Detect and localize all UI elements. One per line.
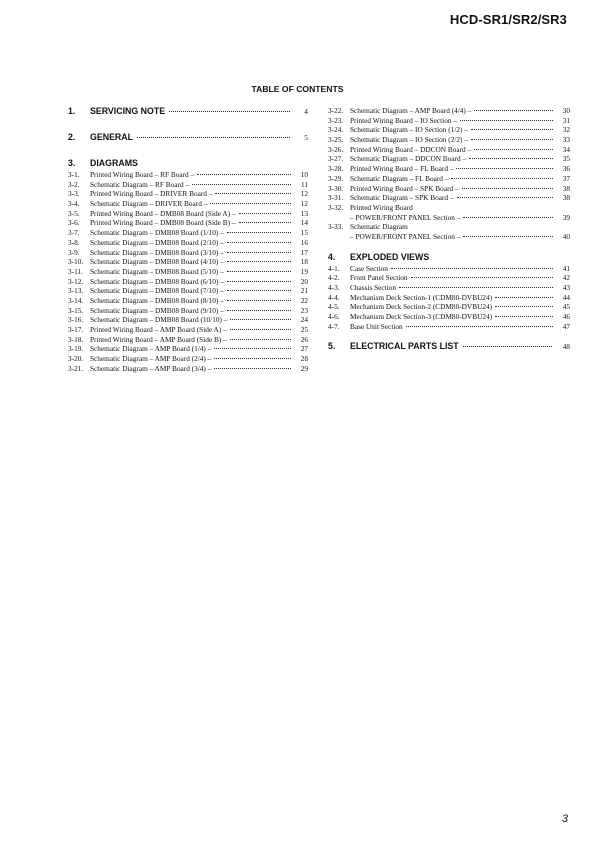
entry-number: 4-7. xyxy=(328,321,340,331)
entry-page: 25 xyxy=(300,325,308,334)
leader-dots xyxy=(230,319,291,320)
section-page: 4 xyxy=(304,107,308,116)
toc-section-diagrams[interactable] xyxy=(68,158,308,170)
leader-dots xyxy=(230,339,291,340)
entry-page: 12 xyxy=(300,199,308,209)
entry-title: Schematic Diagram xyxy=(350,222,408,232)
toc-left-column xyxy=(68,106,308,373)
entry-number: 3-24. xyxy=(328,125,344,135)
entry-number: 3-18. xyxy=(68,334,84,344)
toc-section-electrical-parts-list[interactable] xyxy=(328,341,570,353)
entry-title: Schematic Diagram – DMB08 Board (8/10) – xyxy=(90,295,224,305)
section-title: GENERAL xyxy=(90,132,134,142)
leader-dots xyxy=(471,129,553,130)
entry-number: 4-2. xyxy=(328,273,340,283)
leader-dots xyxy=(192,184,291,185)
entry-number: 4-3. xyxy=(328,283,340,292)
leader-dots xyxy=(460,120,553,121)
toc-entry[interactable] xyxy=(328,125,570,135)
entry-number: 3-2. xyxy=(68,179,80,189)
entry-number: 3-1. xyxy=(68,170,80,179)
entry-page: 10 xyxy=(300,170,308,179)
leader-dots xyxy=(399,287,553,288)
toc-entry[interactable] xyxy=(68,315,308,325)
entry-page: 46 xyxy=(562,312,570,322)
toc-entry[interactable] xyxy=(328,154,570,164)
leader-dots xyxy=(469,158,553,159)
section-title: EXPLODED VIEWS xyxy=(350,251,430,262)
entry-title: Printed Wiring Board – RF Board – xyxy=(90,170,195,179)
entry-number: 3-22. xyxy=(328,106,344,115)
entry-page: 47 xyxy=(562,321,570,331)
toc-entry[interactable] xyxy=(328,193,570,203)
entry-page: 23 xyxy=(300,305,308,315)
entry-number: 3-9. xyxy=(68,247,80,257)
toc-section-exploded-views[interactable] xyxy=(328,252,570,264)
toc-title: TABLE OF CONTENTS xyxy=(251,84,344,94)
entry-title: Case Section xyxy=(350,263,388,273)
leader-dots xyxy=(463,346,552,347)
entry-page: 27 xyxy=(300,344,308,354)
entry-number: 3-20. xyxy=(68,354,84,364)
toc-entry[interactable] xyxy=(68,296,308,306)
entry-title: – POWER/FRONT PANEL Section – xyxy=(350,231,461,241)
entry-title: Schematic Diagram – DMB08 Board (1/10) – xyxy=(90,228,224,238)
entry-page: 28 xyxy=(300,354,308,364)
entry-title: Schematic Diagram – AMP Board (3/4) – xyxy=(90,363,212,373)
leader-dots xyxy=(391,268,553,269)
entry-page: 34 xyxy=(562,144,570,154)
toc-entry[interactable] xyxy=(328,106,570,116)
entry-page: 35 xyxy=(562,154,570,164)
toc-entry[interactable] xyxy=(328,312,570,322)
leader-dots xyxy=(169,111,290,112)
toc-entry[interactable] xyxy=(68,209,308,219)
entry-title: Chassis Section xyxy=(350,283,397,292)
section-title: DIAGRAMS xyxy=(90,158,138,168)
entry-page: 14 xyxy=(300,218,308,228)
toc-entry[interactable] xyxy=(328,232,570,242)
toc-entry[interactable] xyxy=(68,238,308,248)
entry-title: Printed Wiring Board – DRIVER Board – xyxy=(90,189,213,199)
leader-dots xyxy=(227,252,291,253)
entry-page: 36 xyxy=(562,164,570,174)
leader-dots xyxy=(462,188,553,189)
entry-page: 39 xyxy=(562,212,570,222)
leader-dots xyxy=(239,222,292,223)
leader-dots xyxy=(239,213,292,214)
entry-title: Schematic Diagram – DDCON Board – xyxy=(350,154,467,164)
toc-entry[interactable] xyxy=(68,228,308,238)
leader-dots xyxy=(495,306,553,307)
entry-title: Schematic Diagram – DMB08 Board (9/10) – xyxy=(90,305,224,315)
toc-entry[interactable] xyxy=(328,322,570,332)
toc-entry[interactable] xyxy=(328,222,570,232)
toc-right-column xyxy=(328,106,570,353)
toc-entry[interactable] xyxy=(68,248,308,258)
entry-page: 24 xyxy=(300,315,308,325)
entry-number: 3-3. xyxy=(68,189,80,199)
leader-dots xyxy=(495,297,553,298)
toc-entry[interactable] xyxy=(328,273,570,283)
section-page: 48 xyxy=(562,342,570,352)
toc-entry[interactable] xyxy=(328,174,570,184)
entry-title: Mechanism Deck Section-1 (CDM80-DVBU24) xyxy=(350,292,493,302)
toc-entry[interactable] xyxy=(68,170,308,180)
toc-entry[interactable] xyxy=(68,354,308,364)
leader-dots xyxy=(197,174,291,175)
entry-page: 38 xyxy=(562,193,570,203)
entry-title: Printed Wiring Board – AMP Board (Side B) – xyxy=(90,334,227,344)
model-header: HCD-SR1/SR2/SR3 xyxy=(449,12,567,27)
leader-dots xyxy=(214,348,291,349)
entry-page: 33 xyxy=(562,135,570,145)
toc-entry[interactable] xyxy=(68,325,308,335)
entry-page: 26 xyxy=(300,334,308,344)
entry-number: 4-5. xyxy=(328,302,340,312)
toc-entry[interactable] xyxy=(328,264,570,274)
toc-entry[interactable] xyxy=(68,277,308,287)
entry-number: 3-11. xyxy=(68,266,83,276)
toc-entry[interactable] xyxy=(68,189,308,199)
entry-title: Base Unit Section xyxy=(350,321,403,331)
toc-entry[interactable] xyxy=(68,199,308,209)
leader-dots xyxy=(227,281,291,282)
entry-number: 3-21. xyxy=(68,363,84,373)
leader-dots xyxy=(451,178,553,179)
entry-page: 42 xyxy=(562,273,570,283)
entry-number: 3-14. xyxy=(68,295,84,305)
entry-title: Schematic Diagram – RF Board – xyxy=(90,179,190,189)
toc-entry[interactable] xyxy=(68,364,308,374)
entry-number: 3-16. xyxy=(68,315,84,325)
toc-entry[interactable] xyxy=(328,184,570,194)
entry-title: Printed Wiring Board – DMB08 Board (Side B) – xyxy=(90,218,236,228)
leader-dots xyxy=(227,261,291,262)
entry-title: Schematic Diagram – DMB08 Board (6/10) – xyxy=(90,276,224,286)
entry-page: 41 xyxy=(562,263,570,273)
section-number: 4. xyxy=(328,251,336,262)
entry-number: 3-12. xyxy=(68,276,84,286)
leader-dots xyxy=(214,368,291,369)
leader-dots xyxy=(227,300,291,301)
entry-page: 30 xyxy=(562,106,570,115)
entry-number: 3-4. xyxy=(68,199,80,209)
leader-dots xyxy=(474,149,553,150)
leader-dots xyxy=(463,236,553,237)
entry-title: Mechanism Deck Section-2 (CDM80-DVBU24) xyxy=(350,302,493,312)
entry-page: 43 xyxy=(562,283,570,292)
entry-number: 3-7. xyxy=(68,228,80,238)
entry-number: 3-32. xyxy=(328,202,344,212)
entry-title: Printed Wiring Board xyxy=(350,202,413,212)
section-number: 5. xyxy=(328,341,336,352)
entry-number: 3-17. xyxy=(68,325,84,334)
entry-title: Schematic Diagram – DMB08 Board (5/10) – xyxy=(90,266,224,276)
entry-page: 38 xyxy=(562,183,570,193)
entry-page: 37 xyxy=(562,173,570,183)
toc-entry[interactable] xyxy=(328,293,570,303)
section-number: 1. xyxy=(68,106,76,116)
entry-number: 3-28. xyxy=(328,164,344,174)
entry-title: Printed Wiring Board – DMB08 Board (Side A) – xyxy=(90,208,236,218)
entry-page: 19 xyxy=(300,266,308,276)
entry-title: Printed Wiring Board – IO Section – xyxy=(350,115,457,125)
entry-number: 3-10. xyxy=(68,257,84,267)
toc-entry[interactable] xyxy=(68,286,308,296)
entry-title: Schematic Diagram – IO Section (2/2) – xyxy=(350,135,468,145)
entry-number: 3-26. xyxy=(328,144,344,154)
entry-title: Schematic Diagram – DMB08 Board (10/10) – xyxy=(90,315,228,325)
entry-title: Schematic Diagram – FL Board – xyxy=(350,173,449,183)
entry-page: 44 xyxy=(562,292,570,302)
leader-dots xyxy=(230,329,291,330)
entry-number: 3-29. xyxy=(328,173,344,183)
entry-page: 45 xyxy=(562,302,570,312)
page-number: 3 xyxy=(561,813,568,825)
entry-title: Front Panel Section xyxy=(350,273,408,283)
toc-entry[interactable] xyxy=(68,180,308,190)
entry-page: 18 xyxy=(300,257,308,267)
leader-dots xyxy=(457,197,553,198)
entry-title: Printed Wiring Board – AMP Board (Side A) – xyxy=(90,325,227,334)
leader-dots xyxy=(474,110,553,111)
entry-title: Schematic Diagram – DRIVER Board – xyxy=(90,199,208,209)
toc-entry[interactable] xyxy=(328,116,570,126)
entry-title: Printed Wiring Board – FL Board – xyxy=(350,164,454,174)
entry-page: 22 xyxy=(300,295,308,305)
toc-section-general[interactable] xyxy=(68,132,308,144)
entry-page: 40 xyxy=(562,231,570,241)
entry-title: Mechanism Deck Section-3 (CDM80-DVBU24) xyxy=(350,312,493,322)
entry-number: 3-23. xyxy=(328,115,344,125)
entry-number: 3-25. xyxy=(328,135,344,145)
toc-entry[interactable] xyxy=(68,267,308,277)
entry-page: 21 xyxy=(300,286,308,296)
entry-title: Schematic Diagram – SPK Board – xyxy=(350,193,454,203)
leader-dots xyxy=(471,139,553,140)
entry-page: 32 xyxy=(562,125,570,135)
section-number: 2. xyxy=(68,132,76,142)
entry-title: Schematic Diagram – DMB08 Board (2/10) – xyxy=(90,237,224,247)
entry-number: 3-30. xyxy=(328,183,344,193)
entry-page: 12 xyxy=(300,189,308,199)
entry-number: 4-6. xyxy=(328,312,340,322)
entry-title: Schematic Diagram – DMB08 Board (7/10) – xyxy=(90,286,224,296)
toc-entry[interactable] xyxy=(68,335,308,345)
toc-diagrams-list xyxy=(68,170,308,373)
leader-dots xyxy=(411,277,553,278)
leader-dots xyxy=(406,326,553,327)
toc-entry[interactable] xyxy=(68,218,308,228)
entry-page: 17 xyxy=(300,247,308,257)
leader-dots xyxy=(495,316,553,317)
entry-page: 20 xyxy=(300,276,308,286)
section-page: 5 xyxy=(304,133,308,142)
section-title: ELECTRICAL PARTS LIST xyxy=(350,341,459,352)
leader-dots xyxy=(215,193,291,194)
entry-number: 3-5. xyxy=(68,208,80,218)
toc-section-servicing-note[interactable] xyxy=(68,106,308,118)
entry-number: 3-27. xyxy=(328,154,344,164)
entry-page: 15 xyxy=(300,228,308,238)
entry-number: 3-8. xyxy=(68,237,80,247)
entry-number: 4-1. xyxy=(328,263,340,273)
leader-dots xyxy=(227,310,291,311)
section-title: SERVICING NOTE xyxy=(90,106,166,116)
leader-dots xyxy=(227,242,291,243)
entry-title: Printed Wiring Board – SPK Board – xyxy=(350,183,459,193)
toc-entry[interactable] xyxy=(68,306,308,316)
entry-title: Schematic Diagram – AMP Board (1/4) – xyxy=(90,344,212,354)
entry-number: 3-13. xyxy=(68,286,84,296)
toc-entry[interactable] xyxy=(328,135,570,145)
entry-title: Schematic Diagram – DMB08 Board (3/10) – xyxy=(90,247,224,257)
entry-title: Schematic Diagram – IO Section (1/2) – xyxy=(350,125,468,135)
entry-page: 11 xyxy=(300,179,308,189)
toc-exploded-views-list xyxy=(328,264,570,332)
entry-title: Printed Wiring Board – DDCON Board – xyxy=(350,144,472,154)
entry-title: Schematic Diagram – AMP Board (2/4) – xyxy=(90,354,212,364)
leader-dots xyxy=(214,358,291,359)
entry-number: 4-4. xyxy=(328,292,340,302)
entry-number: 3-15. xyxy=(68,305,84,315)
leader-dots xyxy=(463,217,553,218)
toc-entry[interactable] xyxy=(68,344,308,354)
leader-dots xyxy=(137,137,290,138)
entry-number: 3-6. xyxy=(68,218,80,228)
toc-diagrams-list-continued xyxy=(328,106,570,242)
entry-number: 3-31. xyxy=(328,193,344,203)
entry-number: 3-19. xyxy=(68,344,84,354)
toc-entry[interactable] xyxy=(328,145,570,155)
entry-number: 3-33. xyxy=(328,222,344,232)
leader-dots xyxy=(227,271,291,272)
toc-entry[interactable] xyxy=(328,203,570,213)
entry-page: 29 xyxy=(300,363,308,373)
entry-title: – POWER/FRONT PANEL Section – xyxy=(350,212,461,222)
entry-page: 31 xyxy=(562,115,570,125)
leader-dots xyxy=(227,232,291,233)
entry-page: 13 xyxy=(300,208,308,218)
toc-entry[interactable] xyxy=(68,257,308,267)
entry-title: Schematic Diagram – AMP Board (4/4) – xyxy=(350,106,472,115)
leader-dots xyxy=(210,203,291,204)
toc-entry[interactable] xyxy=(328,164,570,174)
entry-page: 16 xyxy=(300,237,308,247)
toc-entry[interactable] xyxy=(328,213,570,223)
toc-entry[interactable] xyxy=(328,283,570,293)
toc-entry[interactable] xyxy=(328,302,570,312)
leader-dots xyxy=(456,168,553,169)
entry-title: Schematic Diagram – DMB08 Board (4/10) – xyxy=(90,257,224,267)
section-number: 3. xyxy=(68,158,76,168)
leader-dots xyxy=(227,290,291,291)
